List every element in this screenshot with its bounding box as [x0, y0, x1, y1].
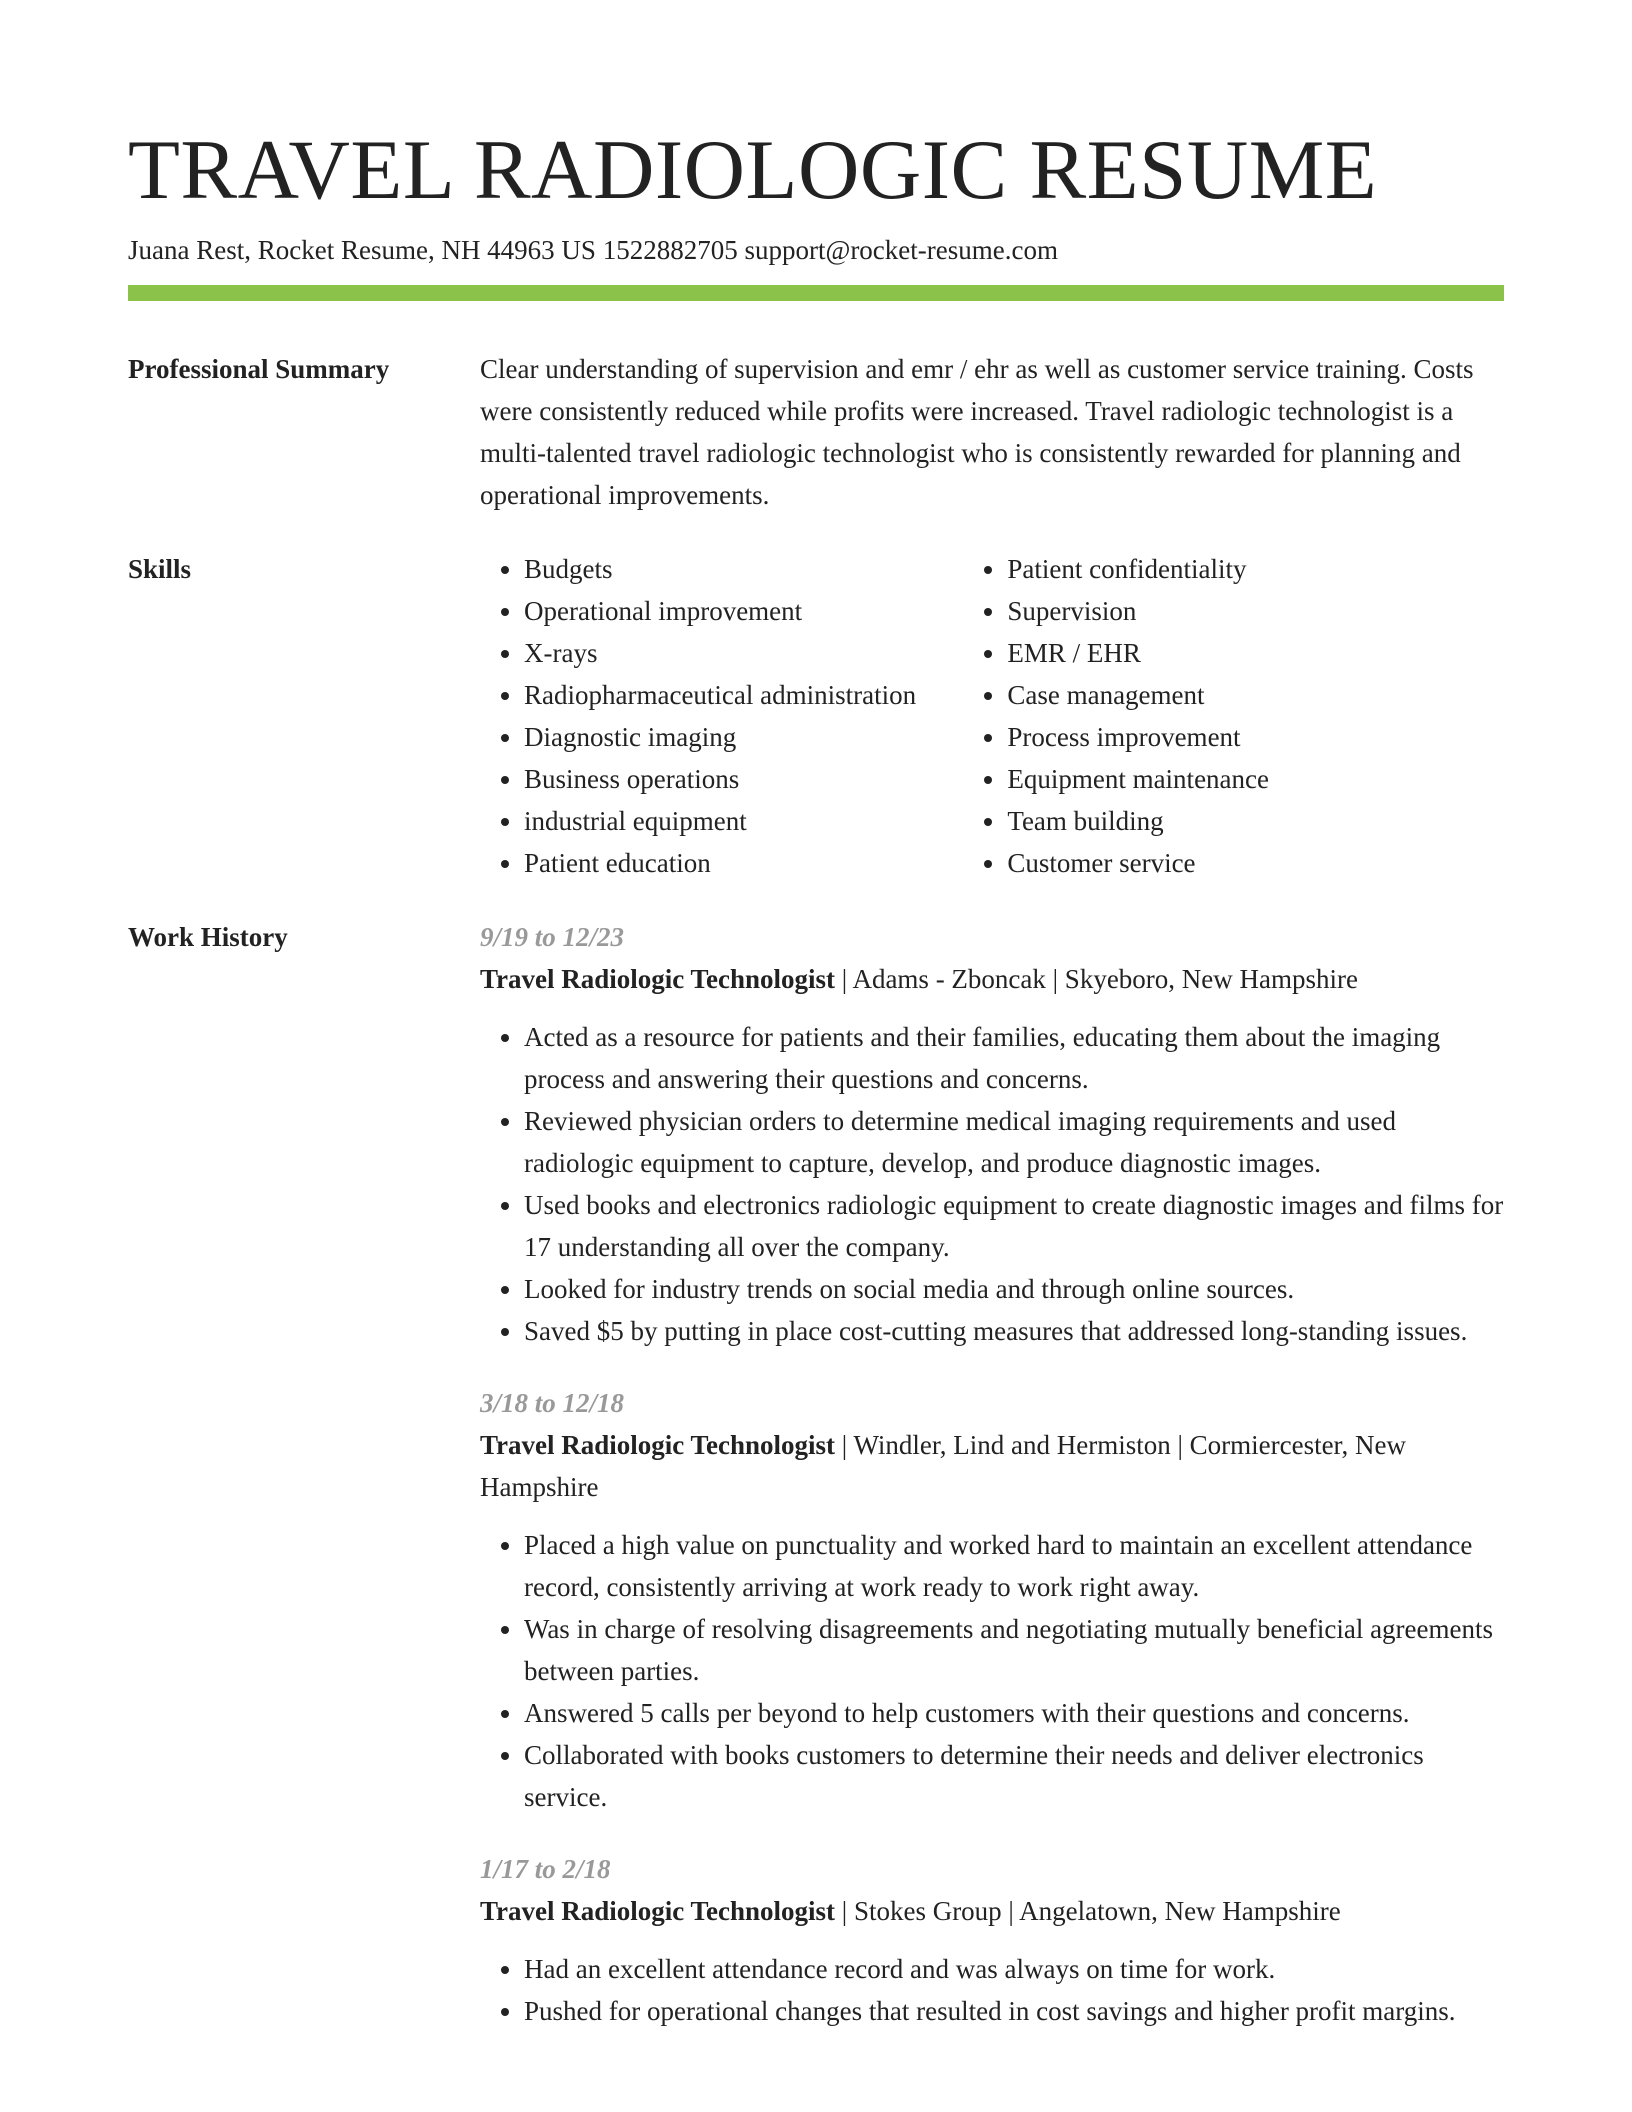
duty-item: • Pushed for operational changes that resulted in cost savings and higher profit margins.: [524, 1990, 1504, 2032]
duty-item: • Was in charge of resolving disagreements and negotiating mutually beneficial agreements between parties.: [524, 1608, 1504, 1692]
job-header: [480, 958, 1504, 1000]
job-separator: |: [835, 1430, 854, 1460]
skill-item: • Budgets: [524, 548, 963, 590]
summary-text: Clear understanding of supervision and emr / ehr as well as customer service training. Costs were consistently reduced while profits were increased. Travel radiologic technologist is a multi-talented travel radiologic technologist who is consistently rewarded for planning and operational improvements.: [480, 354, 1474, 510]
skills-list: [480, 548, 1504, 884]
job-duties: [480, 1016, 1504, 1352]
skill-item: • Process improvement: [1007, 716, 1504, 758]
skill-item: • Customer service: [1007, 842, 1504, 884]
job-duties: [480, 1524, 1504, 1818]
job-dates: 3/18 to 12/18: [480, 1388, 625, 1418]
skill-item: • industrial equipment: [524, 800, 963, 842]
duty-item: • Placed a high value on punctuality and worked hard to maintain an excellent attendance record, consistently arriving at work ready to work right away.: [524, 1524, 1504, 1608]
skills-heading: Skills: [128, 554, 192, 584]
resume-name: TRAVEL RADIOLOGIC RESUME: [128, 123, 1378, 217]
job-header: [480, 1890, 1504, 1932]
job-title: Travel Radiologic Technologist: [480, 964, 836, 994]
duty-item: • Had an excellent attendance record and was always on time for work.: [524, 1948, 1504, 1990]
job-header: [480, 1424, 1504, 1508]
skill-item: • Equipment maintenance: [1007, 758, 1504, 800]
skill-item: • EMR / EHR: [1007, 632, 1504, 674]
duty-item: • Looked for industry trends on social media and through online sources.: [524, 1268, 1504, 1310]
job-dates: 9/19 to 12/23: [480, 922, 625, 952]
skill-item: • Case management: [1007, 674, 1504, 716]
job-entry: [480, 916, 1504, 1352]
duty-item: • Answered 5 calls per beyond to help customers with their questions and concerns.: [524, 1692, 1504, 1734]
skills-column-left: [480, 548, 963, 884]
job-employer-location: Windler, Lind and Hermiston | Cormiercester, New Hampshire: [480, 1430, 1406, 1502]
skill-item: • Patient education: [524, 842, 963, 884]
job-duties: [480, 1948, 1504, 2032]
skill-item: • Radiopharmaceutical administration: [524, 674, 963, 716]
job-entry: [480, 1848, 1504, 2032]
skill-item: • Patient confidentiality: [1007, 548, 1504, 590]
duty-item: • Reviewed physician orders to determine medical imaging requirements and used radiologic equipment to capture, develop, and produce diagnostic images.: [524, 1100, 1504, 1184]
duty-item: • Acted as a resource for patients and their families, educating them about the imaging process and answering their questions and concerns.: [524, 1016, 1504, 1100]
job-entry: [480, 1382, 1504, 1818]
job-separator: |: [835, 1896, 854, 1926]
skill-item: • Team building: [1007, 800, 1504, 842]
job-dates: 1/17 to 2/18: [480, 1854, 611, 1884]
duty-item: • Saved $5 by putting in place cost-cutting measures that addressed long-standing issues.: [524, 1310, 1504, 1352]
skill-item: • Business operations: [524, 758, 963, 800]
skills-column-right: [963, 548, 1504, 884]
duty-item: • Collaborated with books customers to determine their needs and deliver electronics service.: [524, 1734, 1504, 1818]
summary-heading: Professional Summary: [128, 354, 390, 384]
job-title: Travel Radiologic Technologist: [480, 1896, 836, 1926]
skill-item: • Diagnostic imaging: [524, 716, 963, 758]
accent-bar: [128, 285, 1504, 301]
job-title: Travel Radiologic Technologist: [480, 1430, 836, 1460]
job-employer-location: Stokes Group | Angelatown, New Hampshire: [853, 1896, 1341, 1926]
contact-line: Juana Rest, Rocket Resume, NH 44963 US 1522882705 support@rocket-resume.com: [128, 235, 1058, 265]
job-employer-location: Adams - Zboncak | Skyeboro, New Hampshire: [852, 964, 1358, 994]
skill-item: • Operational improvement: [524, 590, 963, 632]
job-separator: |: [835, 964, 853, 994]
skill-item: • Supervision: [1007, 590, 1504, 632]
skill-item: • X-rays: [524, 632, 963, 674]
work-history-heading: Work History: [128, 922, 288, 952]
duty-item: • Used books and electronics radiologic equipment to create diagnostic images and films for 17 understanding all over the company.: [524, 1184, 1504, 1268]
